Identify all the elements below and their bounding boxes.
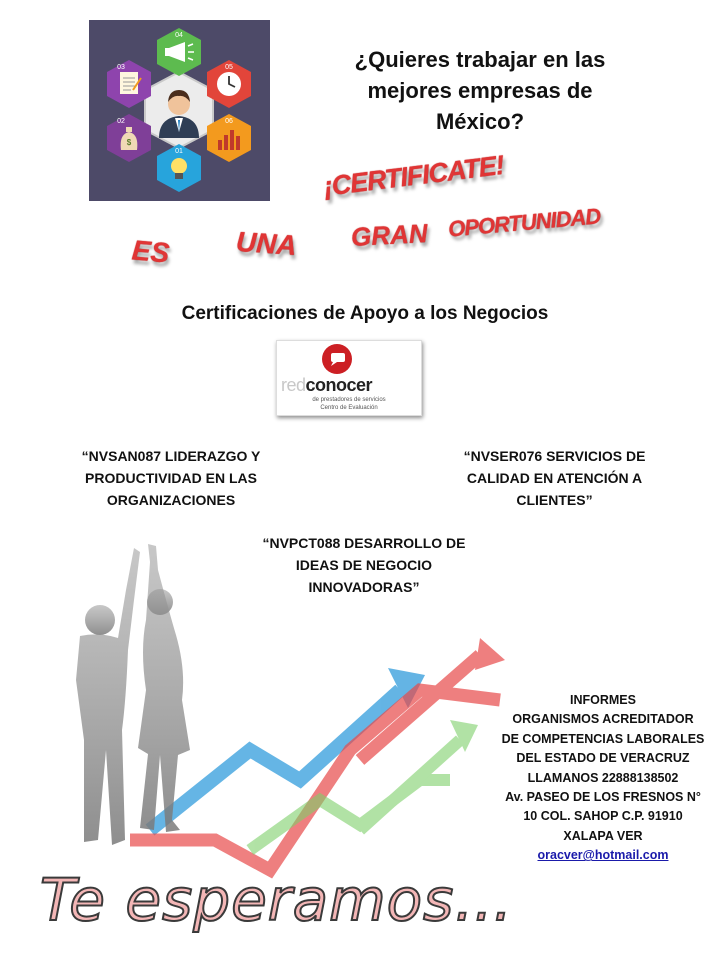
info-city: XALAPA VER — [563, 828, 643, 843]
email-link[interactable]: oracver@hotmail.com — [537, 848, 669, 863]
megaphone-icon — [157, 28, 201, 76]
certification-line: “NVSAN087 LIDERAZGO Y — [81, 448, 261, 464]
certification-line: CALIDAD EN ATENCIÓN A — [466, 470, 643, 486]
info-address: Av. PASEO DE LOS FRESNOS N° — [505, 790, 701, 805]
info-line: DE COMPETENCIAS LABORALES — [501, 731, 705, 746]
certification-line: “NVPCT088 DESARROLLO DE — [262, 535, 466, 551]
info-line: ORGANISMOS ACREDITADOR — [512, 712, 694, 727]
hex-label: 04 — [175, 32, 183, 39]
wordart-una: UNA — [235, 225, 298, 262]
info-address: 10 COL. SAHOP C.P. 91910 — [523, 809, 683, 824]
certification-line: “NVSER076 SERVICIOS DE — [463, 448, 646, 464]
closing-text: Te esperamos… — [40, 866, 514, 934]
lightbulb-icon — [157, 144, 201, 192]
headline-line: mejores empresas de — [367, 78, 593, 103]
certification-line: IDEAS DE NEGOCIO — [295, 557, 433, 573]
logo-subtitle-2: Centro de Evaluación — [320, 405, 378, 411]
certification-line: PRODUCTIVIDAD EN LAS — [85, 470, 257, 486]
svg-text:$: $ — [126, 138, 132, 147]
certification-line: CLIENTES” — [516, 492, 593, 508]
hex-label: 05 — [225, 64, 233, 71]
certification-line: ORGANIZACIONES — [106, 492, 236, 508]
wordart-oportunidad: OPORTUNIDAD — [447, 203, 602, 242]
certification-line: INNOVADORAS” — [308, 579, 420, 595]
info-line: DEL ESTADO DE VERACRUZ — [516, 751, 690, 766]
certification-item — [432, 445, 677, 511]
info-heading: INFORMES — [570, 693, 636, 707]
people-silhouette-icon — [76, 544, 190, 845]
red-conocer-logo — [276, 340, 422, 416]
section-title: Certificaciones de Apoyo a los Negocios — [181, 303, 549, 324]
headline-line: ¿Quieres trabajar en las — [354, 47, 606, 72]
headline — [330, 44, 630, 137]
logo-word-red: red — [281, 375, 306, 395]
hex-label: 03 — [117, 64, 125, 71]
logo-word-conocer: conocer — [305, 375, 373, 395]
headline-line: México? — [435, 109, 525, 134]
info-phone: LLAMANOS 22888138502 — [527, 770, 679, 785]
contact-info — [492, 691, 714, 866]
certification-item — [56, 445, 286, 511]
hex-label: 02 — [117, 118, 125, 125]
wordart-certificate: ¡CERTIFICATE! — [322, 149, 506, 202]
wordart-es: ES — [130, 234, 171, 269]
hex-label: 06 — [225, 118, 233, 125]
logo-wordmark — [281, 375, 372, 396]
wordart-gran: GRAN — [350, 218, 429, 252]
logo-reflection — [276, 415, 420, 425]
hero-infographic — [89, 20, 270, 201]
hex-label: 01 — [175, 148, 183, 155]
logo-subtitle: de prestadores de servicios — [312, 397, 386, 403]
